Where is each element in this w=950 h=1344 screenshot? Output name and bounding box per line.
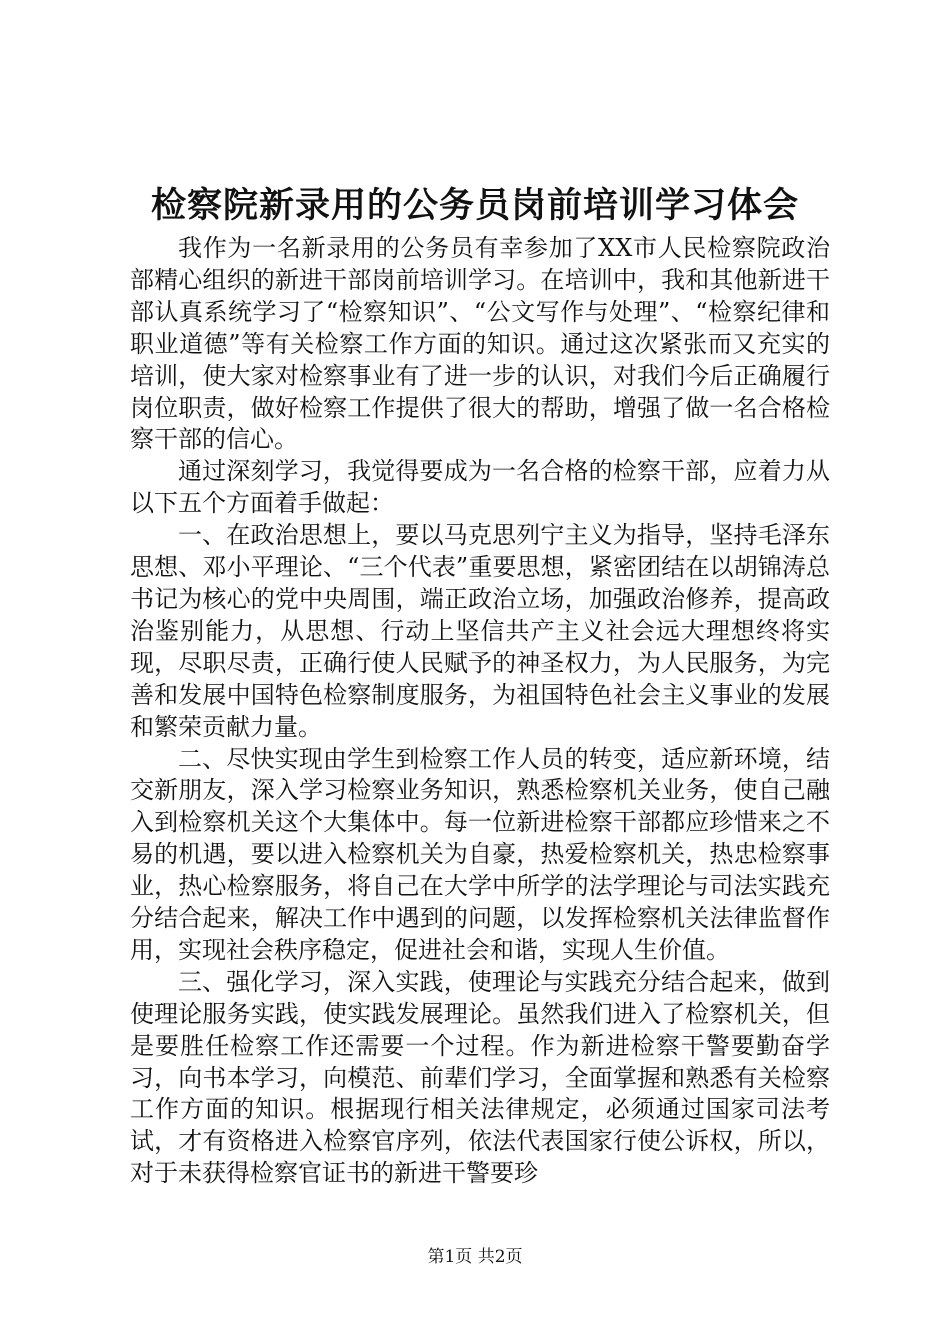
paragraph-intro: 我作为一名新录用的公务员有幸参加了XX市人民检察院政治部精心组织的新进干部岗前培训学习。在培训中，我和其他新进干部认真系统学习了“检察知识”、“公文写作与处理”、“检察纪律和职业道德”等有关检察工作方面的知识。通过这次紧张而又充实的培训，使大家对检察事业有了进一步的认识，对我们今后正确履行岗位职责，做好检察工作提供了很大的帮助，增强了做一名合格检察干部的信心。 [130, 234, 830, 454]
page-number-footer: 第1页 共2页 [427, 1247, 523, 1267]
document-title: 检察院新录用的公务员岗前培训学习体会 [150, 185, 799, 226]
document-body [130, 233, 830, 1190]
paragraph-point-one: 一、在政治思想上，要以马克思列宁主义为指导，坚持毛泽东思想、邓小平理论、“三个代表”重要思想，紧密团结在以胡锦涛总书记为核心的党中央周围，端正政治立场，加强政治修养，提高政治鉴别能力，从思想、行动上坚信共产主义社会远大理想终将实现，尽职尽责，正确行使人民赋予的神圣权力，为人民服务，为完善和发展中国特色检察制度服务，为祖国特色社会主义事业的发展和繁荣贡献力量。 [130, 521, 830, 741]
paragraph-point-two: 二、尽快实现由学生到检察工作人员的转变，适应新环境，结交新朋友，深入学习检察业务知识，熟悉检察机关业务，使自己融入到检察机关这个大集体中。每一位新进检察干部都应珍惜来之不易的机遇，要以进入检察机关为自豪，热爱检察机关，热忠检察事业，热心检察服务，将自己在大学中所学的法学理论与司法实践充分结合起来，解决工作中遇到的问题，以发挥检察机关法律监督作用，实现社会秩序稳定，促进社会和谐，实现人生价值。 [130, 744, 830, 964]
paragraph-overview: 通过深刻学习，我觉得要成为一名合格的检察干部，应着力从以下五个方面着手做起： [130, 457, 830, 518]
paragraph-point-three: 三、强化学习，深入实践，使理论与实践充分结合起来，做到使理论服务实践，使实践发展理论。虽然我们进入了检察机关，但是要胜任检察工作还需要一个过程。作为新进检察干警要勤奋学习，向书本学习，向模范、前辈们学习，全面掌握和熟悉有关检察工作方面的知识。根据现行相关法律规定，必须通过国家司法考试，才有资格进入检察官序列，依法代表国家行使公诉权，所以，对于未获得检察官证书的新进干警要珍 [130, 967, 830, 1188]
